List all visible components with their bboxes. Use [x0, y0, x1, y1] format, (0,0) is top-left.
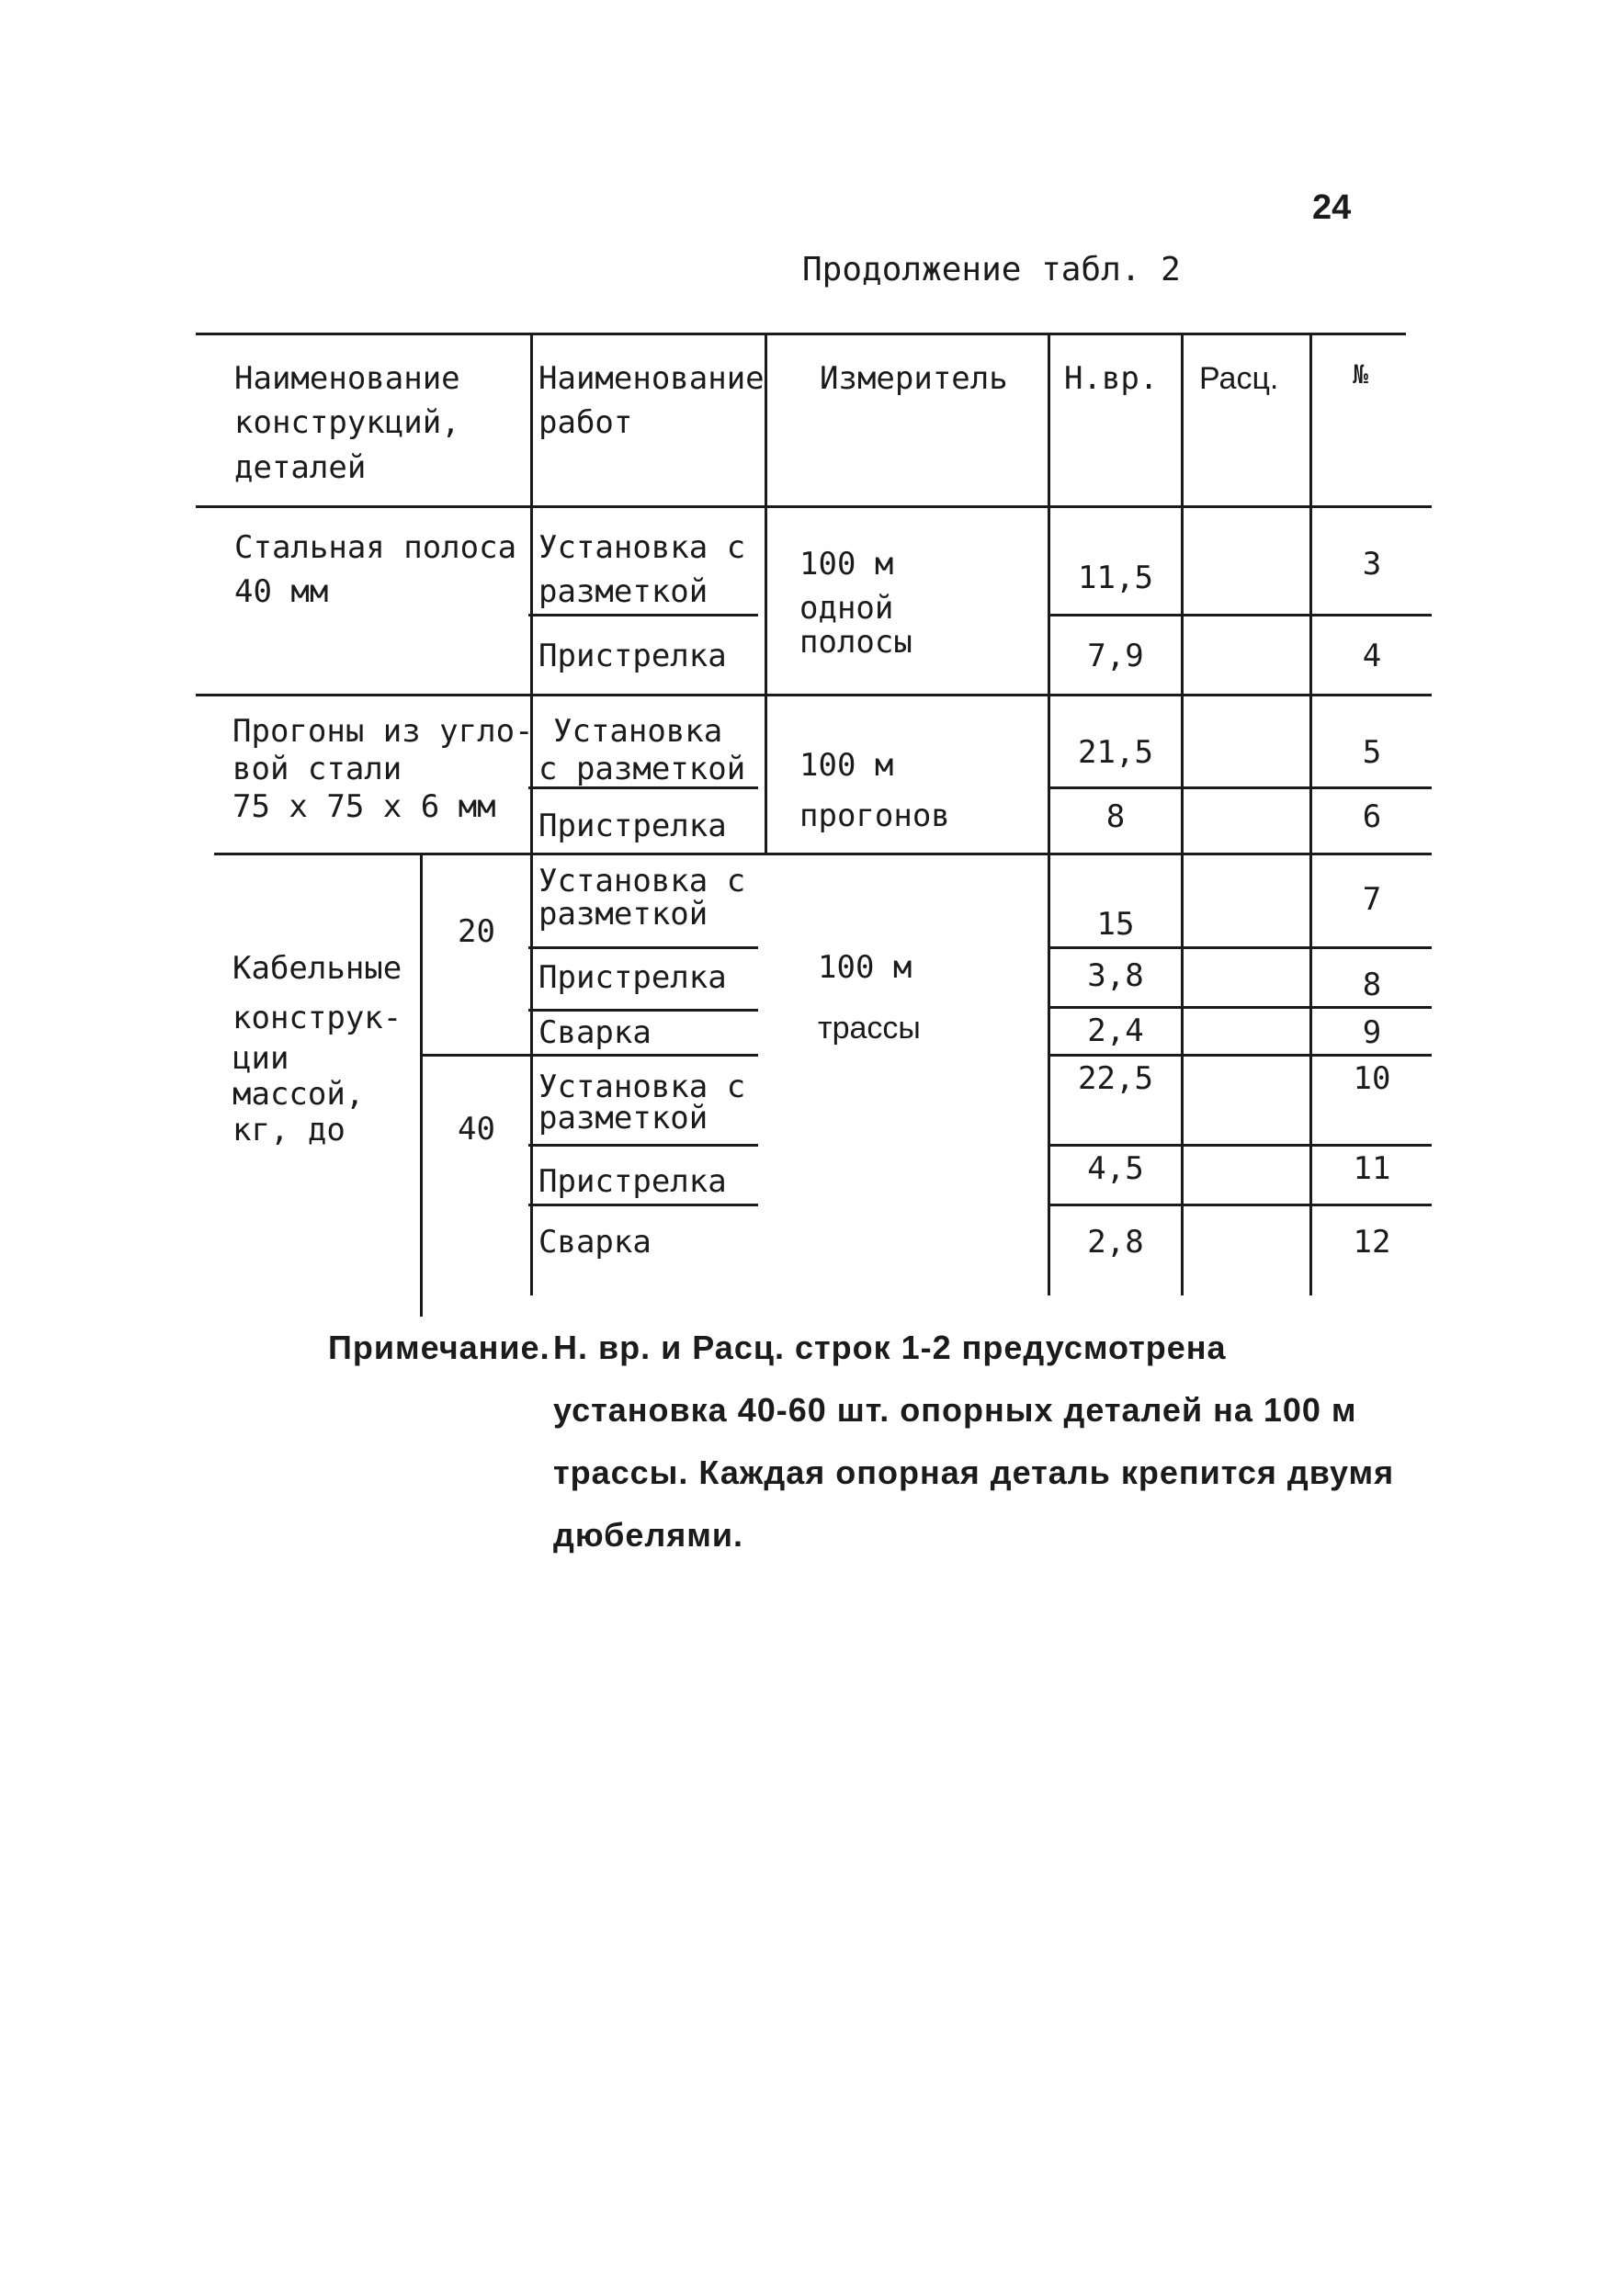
group-1-row-1-work: Установка с разметкой: [538, 529, 746, 611]
header-number: №: [1353, 359, 1368, 390]
group-1-construction: Стальная полоса 40 мм: [234, 529, 517, 611]
group-1-unit: 100 м одной полосы: [799, 546, 912, 661]
group-3-m40-row-2-time-norm: 4,5: [1087, 1150, 1144, 1187]
group-3-m40-row-1-work: Установка с разметкой: [538, 1069, 746, 1137]
group-3-m40-row-2-number: 11: [1353, 1150, 1391, 1187]
group-2-construction: Прогоны из угло- вой стали 75 х 75 х 6 мм: [232, 713, 534, 825]
group-3-m40-row-2-work: Пристрелка: [538, 1163, 727, 1200]
note-line-3: трассы. Каждая опорная деталь крепится двумя: [553, 1453, 1395, 1491]
group-2-row-1-time-norm: 21,5: [1078, 734, 1153, 771]
group-3-m20-row-1-time-norm: 15: [1096, 906, 1135, 943]
group-2-row-1-number: 5: [1362, 734, 1382, 771]
group-1-row-1-time-norm: 11,5: [1078, 560, 1153, 596]
header-work: Наименование работ: [538, 360, 765, 442]
group-3-construction: Кабельные конструк- ции массой, кг, до: [232, 950, 402, 1148]
group-2-row-2-work: Пристрелка: [538, 808, 727, 844]
group-3-m40-row-1-number: 10: [1353, 1060, 1391, 1097]
group-3-unit: 100 м трассы: [818, 949, 921, 1046]
group-2-row-2-number: 6: [1362, 798, 1382, 835]
header-rate: Расц.: [1199, 361, 1279, 396]
group-1-row-2-work: Пристрелка: [538, 638, 727, 674]
group-3-m40-row-1-time-norm: 22,5: [1078, 1060, 1153, 1097]
group-1-row-2-number: 4: [1362, 638, 1382, 674]
group-2-unit: 100 м прогонов: [799, 747, 950, 835]
group-2-row-1-work: Установка с разметкой: [538, 713, 746, 787]
group-2-row-2-time-norm: 8: [1105, 798, 1126, 835]
group-3-m20-row-3-work: Сварка: [538, 1014, 652, 1051]
table-caption: Продолжение табл. 2: [802, 251, 1181, 288]
header-unit: Измеритель: [820, 360, 1008, 397]
group-1-row-1-number: 3: [1362, 546, 1382, 582]
group-3-m40-row-3-number: 12: [1353, 1224, 1391, 1261]
group-3-m40-row-3-work: Сварка: [538, 1224, 652, 1261]
group-3-m20-row-2-work: Пристрелка: [538, 959, 727, 996]
group-3-m40-row-3-time-norm: 2,8: [1087, 1224, 1144, 1261]
header-time-norm: Н.вр.: [1064, 360, 1159, 397]
header-construction: Наименование конструкций, деталей: [234, 360, 460, 486]
group-3-mass-40: 40: [458, 1111, 495, 1148]
group-3-mass-20: 20: [458, 913, 495, 950]
group-1-row-2-time-norm: 7,9: [1087, 638, 1144, 674]
note-line-2: установка 40-60 шт. опорных деталей на 100 м: [553, 1391, 1357, 1429]
group-3-m20-row-3-number: 9: [1362, 1014, 1382, 1051]
note-line-4: дюбелями.: [553, 1516, 744, 1554]
group-3-m20-row-2-number: 8: [1362, 967, 1382, 1003]
group-3-m20-row-1-work: Установка с разметкой: [538, 863, 746, 933]
note-label: Примечание.: [328, 1329, 550, 1366]
note-line-1: Н. вр. и Расц. строк 1-2 предусмотрена: [553, 1329, 1227, 1366]
group-3-m20-row-3-time-norm: 2,4: [1087, 1012, 1144, 1049]
group-3-m20-row-1-number: 7: [1362, 881, 1382, 918]
page-number: 24: [1312, 188, 1352, 227]
group-3-m20-row-2-time-norm: 3,8: [1087, 957, 1144, 994]
